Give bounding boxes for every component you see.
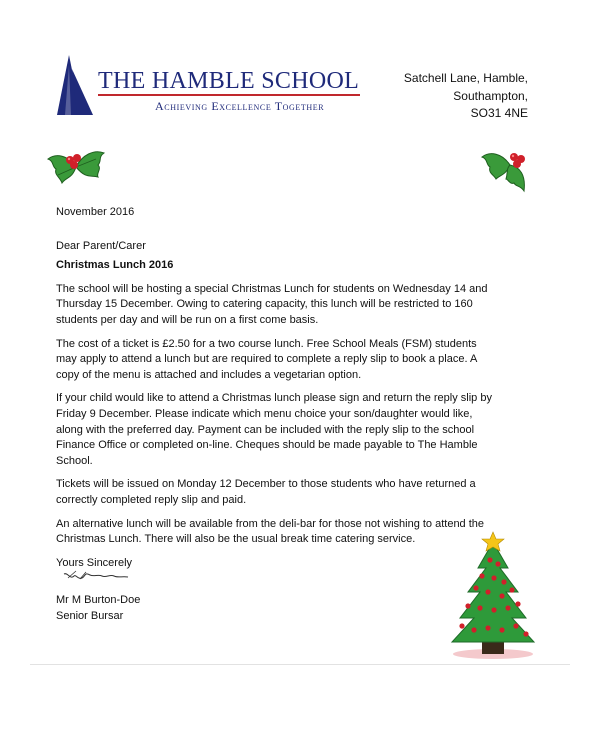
school-address <box>404 70 528 123</box>
logo-divider <box>98 94 360 96</box>
paragraph: An alternative lunch will be available from the deli-bar for those not wishing to attend the Christmas Lunch. There will also be the usual break time catering service. <box>56 517 485 546</box>
holly-icon <box>480 145 540 193</box>
paragraph: The school will be hosting a special Christmas Lunch for students on Wednesday 14 and Thursday 15 December. Owing to catering capacity, this lunch will be restricted to 160 students per day and will be run on a first come basis. <box>56 282 488 326</box>
paragraph: The cost of a ticket is £2.50 for a two course lunch. Free School Meals (FSM) students may apply to attend a lunch but are required to complete a reply slip to book a place. A copy of the menu is attached and includes a vegetarian option. <box>56 337 477 381</box>
letter-body <box>56 205 496 571</box>
signer-block <box>56 593 140 624</box>
signer-name: Mr M Burton-Doe <box>56 594 141 606</box>
holly-icon <box>46 145 106 193</box>
christmas-tree-icon <box>438 530 548 662</box>
paragraph: If your child would like to attend a Christmas lunch please sign and return the reply slip by Friday 9 December. Please indicate which menu choice your son/daughter would like, along with the preferred day. Payment can be included with the reply slip to the school Finance Office or completed on-line. Cheques should be made payable to The Hamble School. <box>56 392 492 467</box>
address-line: Southampton, <box>453 88 528 103</box>
sail-logo-icon <box>55 55 95 117</box>
school-name: THE HAMBLE SCHOOL <box>98 68 360 94</box>
paragraph: Tickets will be issued on Monday 12 December to those students who have returned a correctly completed reply slip and paid. <box>56 478 476 506</box>
address-line: Satchell Lane, Hamble, <box>403 71 528 85</box>
salutation: Dear Parent/Carer <box>56 239 146 252</box>
closing: Yours Sincerely <box>56 556 133 569</box>
footer-divider <box>30 664 570 665</box>
letter-date: November 2016 <box>56 206 135 218</box>
school-tagline: Achieving Excellence Together <box>155 99 325 113</box>
address-line: SO31 4NE <box>470 106 528 120</box>
letter-subject: Christmas Lunch 2016 <box>56 259 174 272</box>
signer-title: Senior Bursar <box>56 609 124 622</box>
signature-icon <box>62 568 132 584</box>
